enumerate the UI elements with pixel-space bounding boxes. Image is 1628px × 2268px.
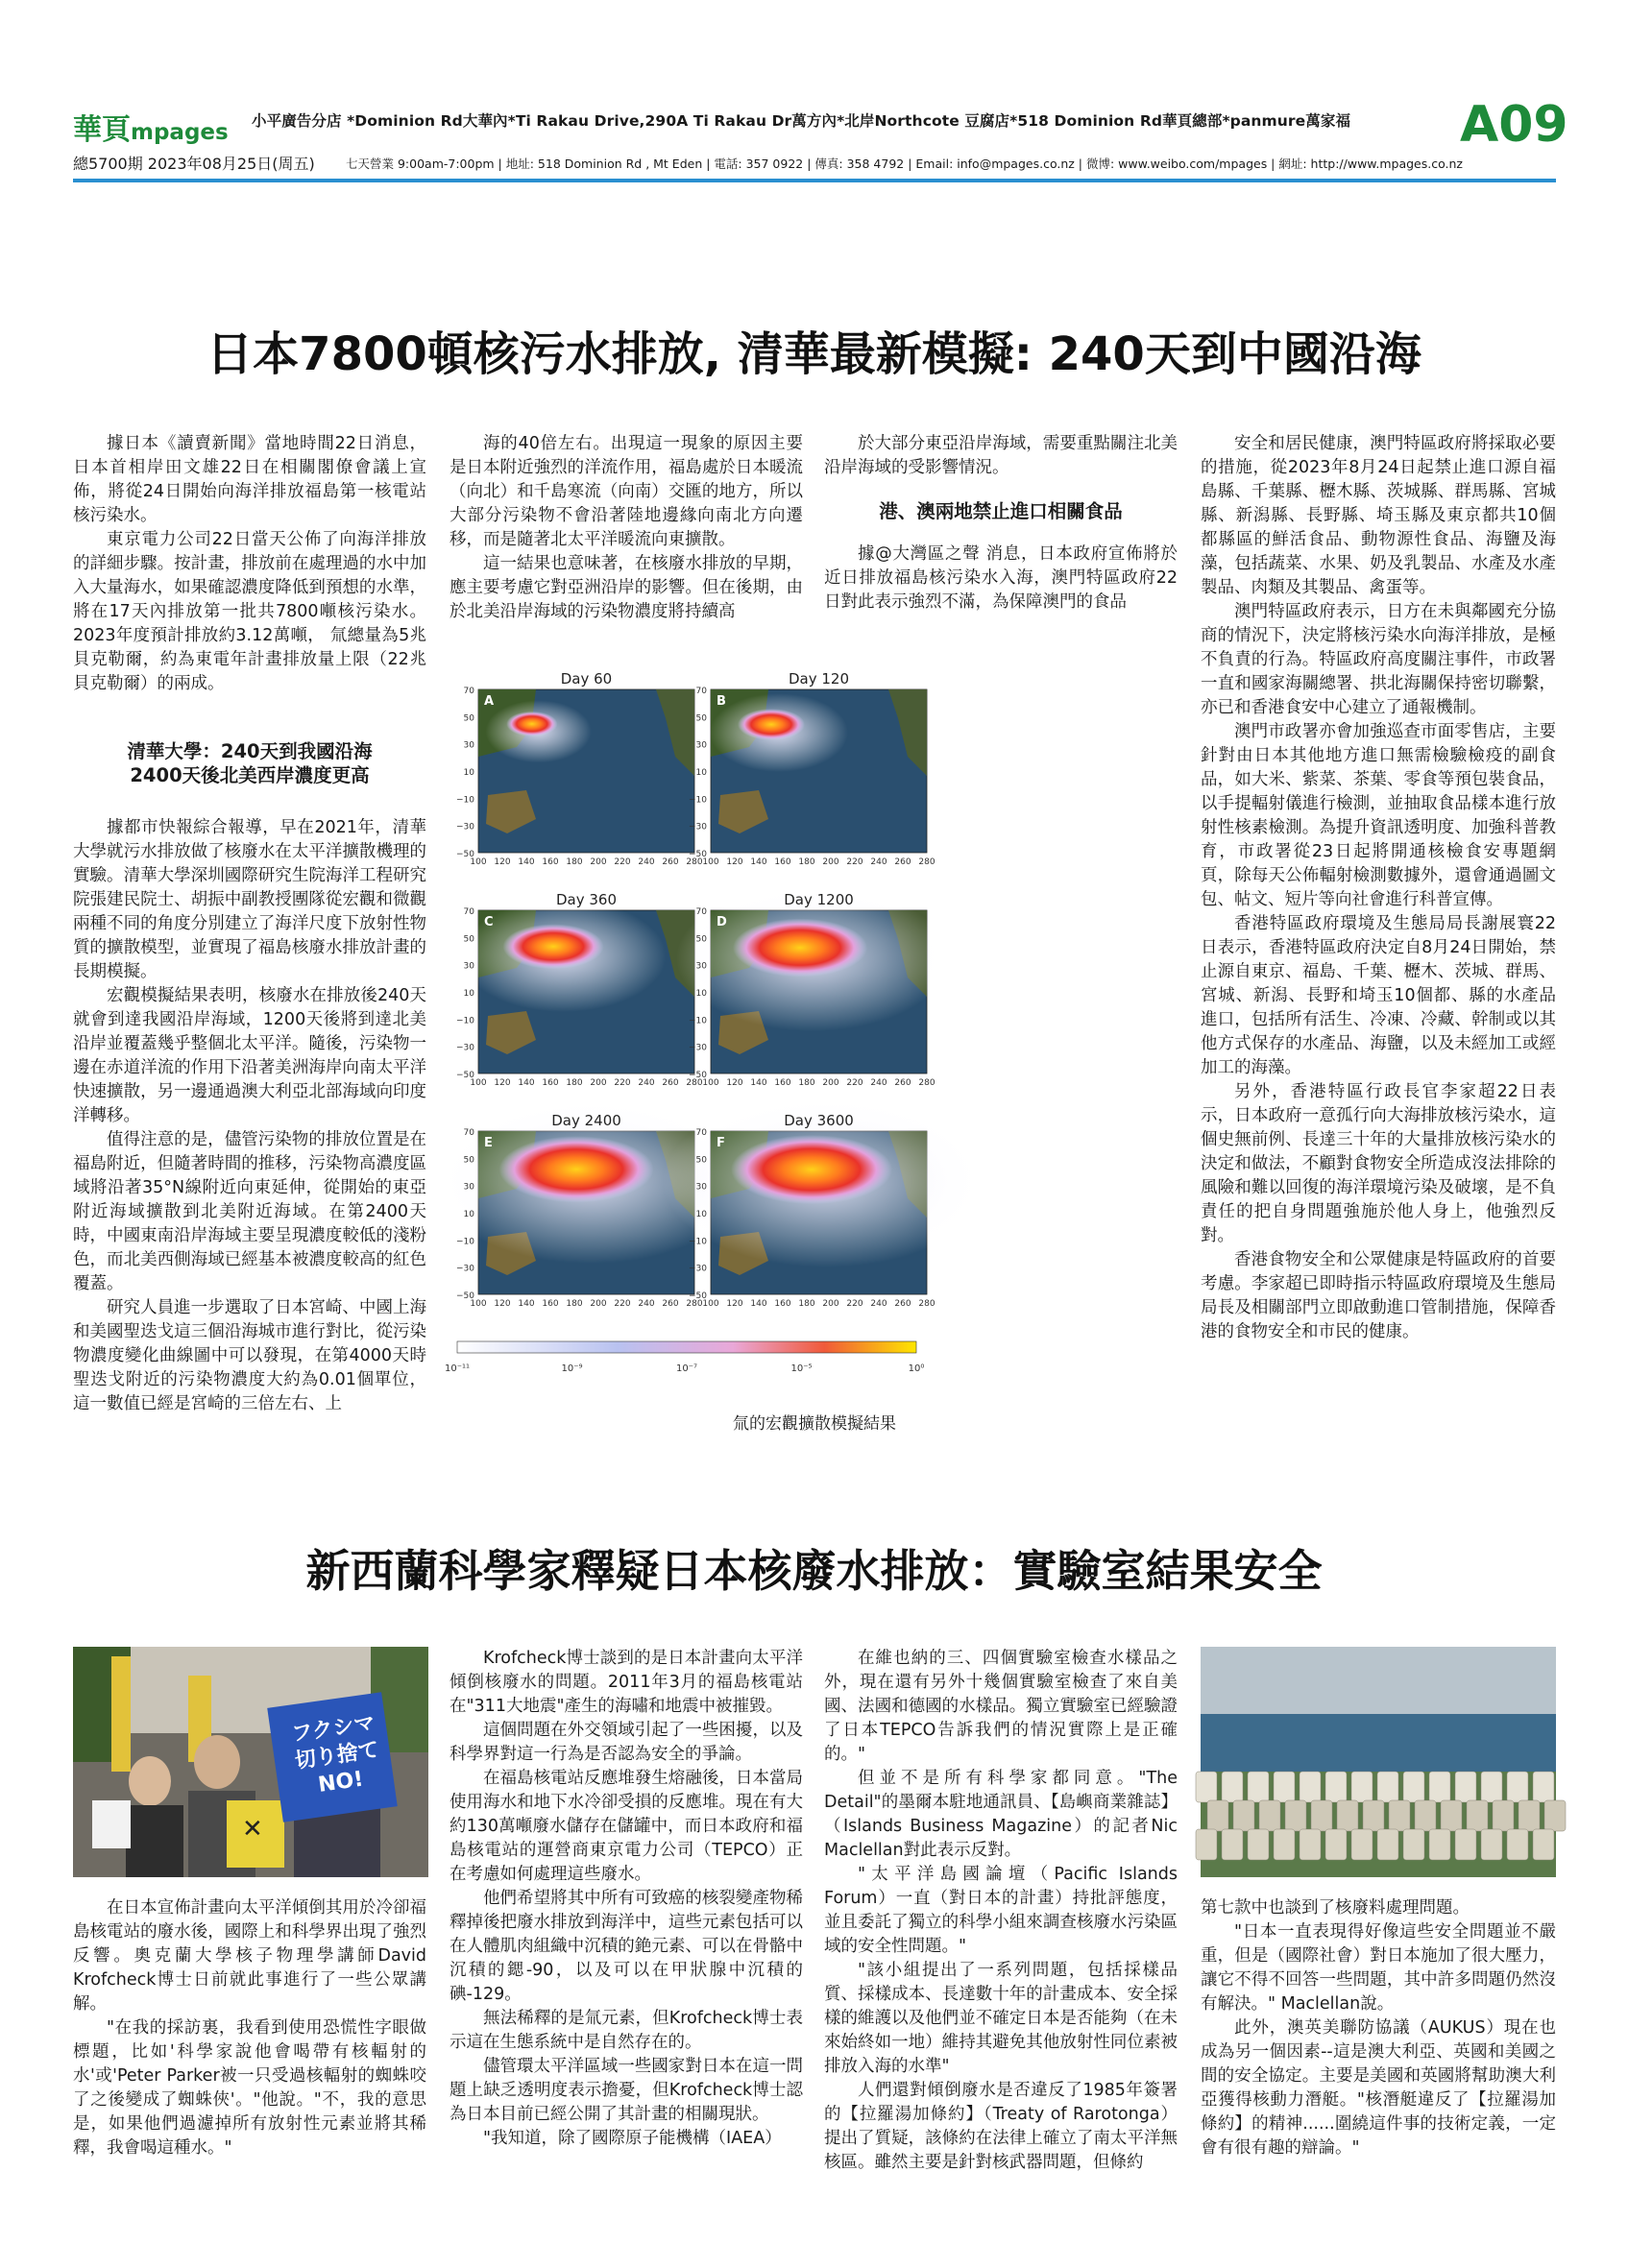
x-tick-label: 280	[686, 1078, 703, 1088]
x-tick-label: 240	[870, 1299, 887, 1309]
paragraph: 無法稀釋的是氚元素，但Krofcheck博士表示這在生態系統中是自然存在的。	[450, 2009, 803, 2052]
x-tick-label: 260	[662, 1078, 679, 1088]
panel-letter: E	[484, 1136, 493, 1150]
paragraph: 據都市快報綜合報導，早在2021年，清華大學就污水排放做了核廢水在太平洋擴散機理的實驗。清華大學深圳國際研究生院海洋工程研究院張建民院士、胡振中副教授團隊從宏觀和微觀兩種不同的角度分別建立了海洋尺度下放射性物質的擴散模型，並實現了福島核廢水排放計畫的長期模擬。	[73, 818, 426, 981]
storage-tank	[1274, 1772, 1295, 1802]
storage-tank	[1533, 1829, 1554, 1860]
x-tick-label: 260	[662, 1299, 679, 1309]
y-tick-label: −30	[689, 1264, 707, 1274]
x-tick-label: 200	[590, 1299, 607, 1309]
paragraph: "在我的採訪裏，我看到使用恐慌性字眼做標題，比如'科學家說他會喝帶有核輻射的水'或'Peter Parker被一只受過核輻射的蜘蛛咬了之後變成了蜘蛛俠'。"他說。"不，我的意思是，如果他們過濾掉所有放射性元素並將其稀釋，我會喝這種水。"	[73, 2018, 426, 2158]
x-tick-label: 280	[918, 1299, 935, 1309]
sim-panel	[456, 670, 703, 867]
x-tick-label: 200	[590, 1078, 607, 1088]
x-tick-label: 240	[638, 857, 655, 867]
paragraph: 在日本宣佈計畫向太平洋傾倒其用於冷卻福島核電站的廢水後，國際上和科學界出現了強烈反響。奧克蘭大學核子物理學講師David Krofcheck博士日前就此事進行了一些公眾講解。	[73, 1898, 426, 2014]
x-tick-label: 240	[638, 1078, 655, 1088]
y-tick-label: 10	[695, 768, 707, 778]
storage-tanks-photo	[1201, 1647, 1556, 1877]
paragraph: 海的40倍左右。出現這一現象的原因主要是日本附近強烈的洋流作用，福島處於日本暖流（向北）和千島寒流（向南）交匯的地方，所以大部分污染物不會沿著陸地邊緣向南北方向遷移，而是隨著北太平洋暖流向東擴散。	[450, 434, 803, 549]
concentrated-plume	[503, 924, 604, 969]
x-tick-label: 220	[846, 857, 863, 867]
article2-column-3	[824, 1647, 1178, 2175]
y-tick-label: 50	[463, 713, 474, 724]
storage-tank	[1300, 1772, 1321, 1802]
sim-panel	[456, 891, 703, 1088]
paragraph: 香港食物安全和公眾健康是特區政府的首要考慮。李家超已即時指示特區政府環境及生態局局長及相關部門立即啟動進口管制措施，保障香港的食物安全和市民的健康。	[1201, 1250, 1556, 1341]
y-tick-label: −50	[456, 1291, 474, 1301]
paragraph: Krofcheck博士談到的是日本計畫向太平洋傾倒核廢水的問題。2011年3月的福島核電站在"311大地震"產生的海嘯和地震中被摧毀。	[450, 1649, 803, 1716]
x-tick-label: 200	[822, 1078, 839, 1088]
y-tick-label: 30	[463, 961, 474, 972]
y-tick-label: 70	[695, 907, 707, 917]
contact-line: 七天營業 9:00am-7:00pm | 地址: 518 Dominion Rd , Mt Eden | 電話: 357 0922 | 傳真: 358 4792 | Email: info@mpages.co.nz | 微博: www.weibo.com/mpages | 網址: http://www.mpages.co.nz	[346, 157, 1463, 171]
x-tick-label: 220	[846, 1078, 863, 1088]
panel-letter: A	[484, 694, 495, 709]
paragraph: "日本一直表現得好像這些安全問題並不嚴重，但是（國際社會）對日本施加了很大壓力，讓它不得不回答一些問題，其中許多問題仍然沒有解決。" Maclellan說。	[1201, 1922, 1556, 2014]
paragraph: "我知道，除了國際原子能機構（IAEA）	[483, 2129, 782, 2148]
colorbar-tick-label: 10⁻⁷	[675, 1363, 698, 1374]
x-tick-label: 140	[750, 1078, 767, 1088]
sim-panel	[663, 1095, 989, 1309]
storage-tank	[1455, 1772, 1476, 1802]
storage-tank	[1377, 1772, 1398, 1802]
x-tick-label: 200	[822, 1299, 839, 1309]
storage-tank	[1207, 1800, 1228, 1831]
y-tick-label: −50	[456, 1071, 474, 1080]
colorbar-tick-label: 10⁰	[908, 1363, 925, 1374]
x-tick-label: 120	[494, 857, 511, 867]
paragraph: 安全和居民健康，澳門特區政府將採取必要的措施，從2023年8月24日起禁止進口源自福島縣、千葉縣、櫪木縣、茨城縣、群馬縣、宮城縣、新潟縣、長野縣、埼玉縣及東京都共10個都縣區的鮮活食品、動物源性食品、海鹽及海藻，包括蔬菜、水果、奶及乳製品、水產及水產製品、肉類及其製品、禽蛋等。	[1201, 434, 1556, 597]
svg-text:✕: ✕	[242, 1815, 263, 1844]
y-tick-label: −50	[689, 850, 707, 859]
paragraph: 於大部分東亞沿岸海域，需要重點關注北美沿岸海域的受影響情況。	[824, 434, 1178, 477]
x-tick-label: 180	[798, 1078, 815, 1088]
storage-tank	[1196, 1829, 1217, 1860]
storage-tank	[1233, 1800, 1254, 1831]
y-tick-label: −10	[456, 795, 474, 806]
storage-tank	[1325, 1772, 1347, 1802]
y-tick-label: 10	[695, 1210, 707, 1219]
paragraph: 東京電力公司22日當天公佈了向海洋排放的詳細步驟。按計畫，排放前在處理過的水中加入大量海水，如果確認濃度降低到預想的水準，將在17天內排放第一批共7800噸核污染水。2023年度預計排放約3.12萬噸， 氚總量為5兆貝克勒爾，約為東電年計畫排放量上限（22兆貝克勒爾）的兩成。	[73, 530, 426, 693]
storage-tank	[1274, 1829, 1295, 1860]
protest-sign-text: フクシマ 切り捨て NO!	[290, 1711, 381, 1798]
storage-tank	[1377, 1829, 1398, 1860]
x-tick-label: 140	[518, 857, 535, 867]
article2-headline: 新西蘭科學家釋疑日本核廢水排放：實驗室結果安全	[305, 1545, 1323, 1597]
y-tick-label: 70	[695, 1128, 707, 1138]
article1-column-4	[1201, 432, 1556, 1344]
x-tick-label: 120	[726, 1078, 743, 1088]
article1-column-1	[73, 432, 426, 1416]
storage-tank	[1441, 1800, 1462, 1831]
storage-tank	[1429, 1829, 1450, 1860]
x-tick-label: 100	[470, 1299, 487, 1309]
x-tick-label: 140	[750, 1299, 767, 1309]
panel-title: Day 1200	[784, 891, 854, 908]
y-tick-label: −50	[456, 850, 474, 859]
x-tick-label: 220	[614, 1299, 631, 1309]
x-tick-label: 120	[726, 1299, 743, 1309]
storage-tank	[1403, 1829, 1424, 1860]
storage-tank	[1337, 1800, 1358, 1831]
x-tick-label: 200	[590, 857, 607, 867]
storage-tank	[1300, 1829, 1321, 1860]
x-tick-label: 160	[774, 1078, 791, 1088]
y-tick-label: 50	[463, 1155, 474, 1166]
y-tick-label: 70	[463, 687, 474, 696]
storage-tank	[1311, 1800, 1332, 1831]
x-tick-label: 100	[702, 857, 719, 867]
paragraph: "太平洋島國論壇（Pacific Islands Forum）一直（對日本的計畫）持批評態度，並且委託了獨立的科學小組來調查核廢水污染區域的安全性問題。"	[824, 1865, 1178, 1956]
y-tick-label: 70	[695, 687, 707, 696]
protest-photo	[73, 1647, 428, 1877]
header-rule	[73, 179, 1556, 182]
paragraph: 在維也納的三、四個實驗室檢查水樣品之外，現在還有另外十幾個實驗室檢查了來自美國、法國和德國的水樣品。獨立實驗室已經驗證了日本TEPCO告訴我們的情況實際上是正確的。"	[824, 1649, 1178, 1764]
storage-tank	[1389, 1800, 1410, 1831]
y-tick-label: 50	[695, 934, 707, 945]
storage-tank	[1222, 1772, 1243, 1802]
paragraph: 據@大灣區之聲 消息，日本政府宣佈將於近日排放福島核污染水入海，澳門特區政府22日對此表示強烈不滿，為保障澳門的食品	[824, 544, 1178, 612]
x-tick-label: 100	[470, 1078, 487, 1088]
x-tick-label: 140	[518, 1078, 535, 1088]
x-tick-label: 280	[918, 857, 935, 867]
paragraph: 研究人員進一步選取了日本宮崎、中國上海和美國聖迭戈這三個沿海城市進行對比，從污染物濃度變化曲線圖中可以發現，在第4000天時聖迭戈附近的污染物濃度大約為0.01個單位，這一數值已經是宮崎的三倍左右、上	[73, 1298, 426, 1413]
x-tick-label: 160	[774, 1299, 791, 1309]
y-tick-label: 30	[695, 1182, 707, 1193]
x-tick-label: 160	[542, 1299, 559, 1309]
storage-tank	[1481, 1829, 1502, 1860]
panel-letter: D	[717, 915, 727, 929]
storage-tank	[1196, 1772, 1217, 1802]
storage-tank	[1429, 1772, 1450, 1802]
storage-tank	[1481, 1772, 1502, 1802]
x-tick-label: 280	[686, 1299, 703, 1309]
article2-column-1	[73, 1896, 426, 2160]
storage-tank	[1351, 1829, 1373, 1860]
paragraph: 儘管環太平洋區域一些國家對日本在這一問題上缺乏透明度表示擔憂，但Krofcheck博士認為日本目前已經公開了其計畫的相關現狀。	[450, 2057, 803, 2124]
page-number: A09	[1460, 96, 1568, 154]
storage-tank	[1415, 1800, 1436, 1831]
y-tick-label: −30	[456, 822, 474, 832]
x-tick-label: 120	[494, 1299, 511, 1309]
storage-tank	[1519, 1800, 1540, 1831]
x-tick-label: 100	[702, 1299, 719, 1309]
y-tick-label: 70	[463, 1128, 474, 1138]
y-tick-label: −30	[456, 1043, 474, 1053]
paragraph: 澳門特區政府表示，日方在未與鄰國充分協商的情況下，決定將核污染水向海洋排放，是極不負責的行為。特區政府高度關注事件，市政署一直和國家海關總署、拱北海關保持密切聯繫，亦已和香港食安中心建立了通報機制。	[1201, 602, 1556, 717]
paragraph: 宏觀模擬結果表明，核廢水在排放後240天就會到達我國沿岸海域，1200天後將到達北美沿岸並覆蓋幾乎整個北太平洋。隨後，污染物一邊在赤道洋流的作用下沿著美洲海岸向南太平洋快速擴散，另一邊通過澳大利亞北部海域向印度洋轉移。	[73, 986, 426, 1125]
storage-tank	[1285, 1800, 1306, 1831]
tritium-diffusion-figure	[444, 663, 1179, 1378]
x-tick-label: 160	[542, 857, 559, 867]
paragraph: 澳門市政署亦會加強巡查市面零售店，主要針對由日本其他地方進口無需檢驗檢疫的副食品，如大米、紫菜、茶葉、零食等預包裝食品，以手提輻射儀進行檢測，並抽取食品樣本進行放射性核素檢測。為提升資訊透明度、加強科普教育，市政署從23日起將開通核檢食安專題網頁，除每天公佈輻射檢測數據外，還會通過圖文包、帖文、短片等向社會進行科普宣傳。	[1201, 722, 1556, 909]
colorbar-tick-label: 10⁻⁹	[561, 1363, 583, 1374]
y-tick-label: −50	[689, 1291, 707, 1301]
storage-tank	[1467, 1800, 1488, 1831]
colorbar-tick-label: 10⁻¹¹	[444, 1363, 471, 1374]
storage-tank	[1533, 1772, 1554, 1802]
paragraph: 值得注意的是，儘管污染物的排放位置是在福島附近，但隨著時間的推移，污染物高濃度區域將沿著35°N線附近向東延伸，從開始的東亞附近海域擴散到北美附近海域。在第2400天時，中國東南沿岸海域主要呈現濃度較低的淺粉色，而北美西側海域已經基本被濃度較高的紅色覆蓋。	[73, 1130, 426, 1293]
paragraph: 香港特區政府環境及生態局局長謝展寰22日表示，香港特區政府決定自8月24日開始，禁止源自東京、福島、千葉、櫪木、茨城、群馬、宮城、新潟、長野和埼玉10個都、縣的水產品進口，包括所有活生、冷凍、冷藏、幹制或以其他方式保存的水產品、海鹽，以及未經加工或經加工的海藻。	[1201, 914, 1556, 1077]
y-tick-label: −10	[689, 795, 707, 806]
y-tick-label: 30	[463, 1182, 474, 1193]
x-tick-label: 280	[918, 1078, 935, 1088]
storage-tank	[1493, 1800, 1514, 1831]
x-tick-label: 160	[774, 857, 791, 867]
y-tick-label: −30	[689, 1043, 707, 1053]
panel-title: Day 60	[560, 670, 613, 688]
branch-list: 小平廣告分店 *Dominion Rd大華內*Ti Rakau Drive,290A Ti Rakau Dr萬方內*北岸Northcote 豆腐店*518 Dominion Rd華頁總部*panmure萬家福	[252, 112, 1351, 130]
x-tick-label: 140	[750, 857, 767, 867]
x-tick-label: 180	[798, 857, 815, 867]
storage-tank	[1544, 1800, 1566, 1831]
x-tick-label: 100	[702, 1078, 719, 1088]
x-tick-label: 180	[566, 857, 583, 867]
x-tick-label: 240	[638, 1299, 655, 1309]
article1-column-2	[450, 432, 803, 624]
storage-tank	[1259, 1800, 1280, 1831]
x-tick-label: 260	[894, 1299, 911, 1309]
y-tick-label: 30	[463, 740, 474, 751]
paragraph: 在福島核電站反應堆發生熔融後，日本當局使用海水和地下水冷卻受損的反應堆。現在有大約130萬噸廢水儲存在儲罐中，而日本政府和福島核電站的運營商東京電力公司（TEPCO）正在考慮如何處理這些廢水。	[450, 1769, 803, 1884]
article2-column-2	[450, 1647, 803, 2151]
y-tick-label: 10	[463, 989, 474, 999]
concentrated-plume	[731, 1135, 892, 1204]
paragraph: 這個問題在外交領域引起了一些困擾，以及科學界對這一行為是否認為安全的爭論。	[450, 1721, 803, 1764]
article1-column-3	[824, 432, 1178, 615]
x-tick-label: 260	[662, 857, 679, 867]
x-tick-label: 260	[894, 857, 911, 867]
storage-tank	[1222, 1829, 1243, 1860]
storage-tank	[1403, 1772, 1424, 1802]
concentrated-plume	[506, 712, 557, 736]
y-tick-label: 10	[463, 768, 474, 778]
panel-title: Day 3600	[784, 1112, 854, 1129]
storage-tank	[1455, 1829, 1476, 1860]
x-tick-label: 180	[566, 1078, 583, 1088]
y-tick-label: 30	[695, 961, 707, 972]
storage-tank	[1363, 1800, 1384, 1831]
sim-panel	[689, 670, 935, 867]
panel-letter: C	[484, 915, 494, 929]
x-tick-label: 180	[566, 1299, 583, 1309]
y-tick-label: 50	[695, 1155, 707, 1166]
concentrated-plume	[738, 709, 805, 740]
y-tick-label: −10	[456, 1237, 474, 1247]
x-tick-label: 240	[870, 1078, 887, 1088]
x-tick-label: 220	[614, 1078, 631, 1088]
paragraph: 第七款中也談到了核廢料處理問題。	[1201, 1898, 1470, 1918]
y-tick-label: 50	[695, 713, 707, 724]
paragraph: 但並不是所有科學家都同意。"The Detail"的墨爾本駐地通訊員、【島嶼商業雜誌】（Islands Business Magazine）的記者Nic Maclellan對此表示反對。	[824, 1769, 1178, 1860]
paragraph: "該小組提出了一系列問題，包括採樣品質、採樣成本、長達數十年的計畫成本、安全採樣的維護以及他們並不確定日本是否能夠（在未來始終如一地）維持其避免其他放射性同位素被排放入海的水準"	[824, 1961, 1178, 2076]
paragraph: 另外，香港特區行政長官李家超22日表示，日本政府一意孤行向大海排放核污染水，這個史無前例、長達三十年的大量排放核污染水的決定和做法，不顧對食物安全所造成沒法排除的風險和難以回復的海洋環境污染及破壞，是不負責任的把自身問題強施於他人身上，他強烈反對。	[1201, 1082, 1556, 1245]
y-tick-label: −10	[456, 1016, 474, 1026]
y-tick-label: −50	[689, 1071, 707, 1080]
article2-column-4	[1201, 1896, 1556, 2160]
y-tick-label: −30	[689, 822, 707, 832]
panel-title: Day 360	[555, 891, 618, 908]
y-tick-label: 50	[463, 934, 474, 945]
paragraph: 他們希望將其中所有可致癌的核裂變產物稀釋掉後把廢水排放到海洋中，這些元素包括可以在人體肌肉組織中沉積的銫元素、可以在骨骼中沉積的鍶-90，以及可以在甲狀腺中沉積的碘-129。	[450, 1889, 803, 2004]
article1-headline: 日本7800頓核污水排放, 清華最新模擬: 240天到中國沿海	[207, 327, 1421, 381]
paragraph: 此外，澳英美聯防協議（AUKUS）現在也成為另一個因素--這是澳大利亞、英國和美國之間的安全協定。主要是美國和英國將幫助澳大利亞獲得核動力潛艇。"核潛艇違反了【拉羅湯加條約】的精神......圍繞這件事的技術定義，一定會有很有趣的辯論。"	[1201, 2018, 1556, 2158]
article1-subhead: 清華大學：240天到我國沿海 2400天後北美西岸濃度更高	[127, 740, 373, 786]
y-tick-label: −10	[689, 1237, 707, 1247]
concentrated-plume	[499, 1136, 654, 1202]
y-tick-label: 10	[695, 989, 707, 999]
storage-tank	[1351, 1772, 1373, 1802]
masthead-logo	[73, 106, 229, 148]
x-tick-label: 120	[494, 1078, 511, 1088]
paragraph: 人們還對傾倒廢水是否違反了1985年簽署的【拉羅湯加條約】（Treaty of Rarotonga）提出了質疑，該條約在法律上確立了南太平洋無核區。雖然主要是針對核武器問題，但條約	[824, 2081, 1178, 2172]
y-tick-label: −30	[456, 1264, 474, 1274]
y-tick-label: −10	[689, 1016, 707, 1026]
panel-title: Day 2400	[551, 1112, 621, 1129]
storage-tank	[1507, 1829, 1528, 1860]
article1-subhead-2: 港、澳兩地禁止進口相關食品	[879, 500, 1123, 522]
logo-cn: 華頁	[73, 113, 131, 147]
x-tick-label: 180	[798, 1299, 815, 1309]
x-tick-label: 260	[894, 1078, 911, 1088]
storage-tank	[1248, 1829, 1269, 1860]
storage-tank	[1248, 1772, 1269, 1802]
storage-tank	[1507, 1772, 1528, 1802]
x-tick-label: 120	[726, 857, 743, 867]
logo-en: mpages	[131, 120, 229, 145]
panel-letter: B	[717, 694, 726, 709]
x-tick-label: 100	[470, 857, 487, 867]
y-tick-label: 70	[463, 907, 474, 917]
x-tick-label: 220	[846, 1299, 863, 1309]
x-tick-label: 200	[822, 857, 839, 867]
y-tick-label: 10	[463, 1210, 474, 1219]
paragraph: 這一結果也意味著，在核廢水排放的早期，應主要考慮它對亞洲沿岸的影響。但在後期，由於北美沿岸海域的污染物濃度將持續高	[450, 554, 803, 621]
x-tick-label: 220	[614, 857, 631, 867]
x-tick-label: 280	[686, 857, 703, 867]
storage-tank	[1325, 1829, 1347, 1860]
panel-title: Day 120	[788, 670, 850, 688]
sim-panel	[676, 885, 949, 1088]
figure-caption: 氚的宏觀擴散模擬結果	[733, 1414, 896, 1434]
colorbar-tick-label: 10⁻⁵	[790, 1363, 813, 1374]
panel-letter: F	[717, 1136, 725, 1150]
x-tick-label: 160	[542, 1078, 559, 1088]
x-tick-label: 240	[870, 857, 887, 867]
concentrated-plume	[733, 919, 867, 977]
paragraph: 據日本《讀賣新聞》當地時間22日消息，日本首相岸田文雄22日在相關閣僚會議上宣佈，將從24日開始向海洋排放福島第一核電站核污染水。	[73, 434, 426, 525]
issue-date: 總5700期 2023年08月25日(周五)	[73, 155, 315, 173]
x-tick-label: 140	[518, 1299, 535, 1309]
y-tick-label: 30	[695, 740, 707, 751]
colorbar	[457, 1341, 916, 1353]
